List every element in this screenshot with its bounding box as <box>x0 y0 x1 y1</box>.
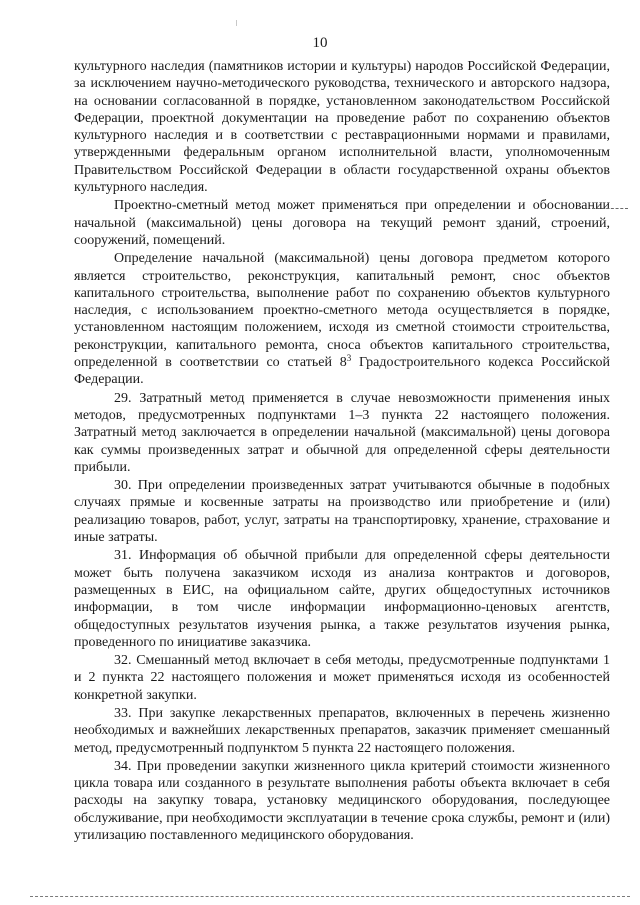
document-body <box>74 58 610 844</box>
paragraph-30: 30. При определении произведенных затрат учитываются обычные в подобных случаях прямые и косвенные затраты на производство или приобретение и (или) реализацию товаров, работ, услуг, затраты на транспортировку, хранение, страхование и иные затраты. <box>74 478 610 546</box>
paragraph-33: 33. При закупке лекарственных препаратов, включенных в перечень жизненно необходимых и важнейших лекарственных препаратов, заказчик применяет смешанный метод, предусмотренный подпунктом 5 пункта 22 настоящего положения. <box>74 705 610 756</box>
paragraph-29: 29. Затратный метод применяется в случае невозможности применения иных методов, предусмотренных подпунктами 1–3 пункта 22 настоящего положения. Затратный метод заключается в определении начальной (максимальной) цены договора как суммы произведенных затрат и обычной для определенной сферы деятельности прибыли. <box>74 390 610 475</box>
paragraph-31: 31. Информация об обычной прибыли для определенной сферы деятельности может быть получена заказчиком исходя из анализа контрактов и договоров, размещенных в ЕИС, на официальном сайте, других общедоступных источников информации, в том числе информации информационно-ценовых агентств, общедоступных результатов изучения рынка, а также результатов изучения рынка, проведенного по инициативе заказчика. <box>74 548 610 650</box>
paragraph-price-determination-text: Определение начальной (максимальной) цены договора предметом которого является строительство, реконструкция, капитальный ремонт, снос объектов капитального строительства, выполнение работ по сохранению объектов культурного наследия, с использованием проектно-сметного метода осуществляется в порядке, установленном настоящим положением, исходя из сметной стоимости строительства, реконструкции, капитального ремонта, сноса объектов капитального строительства, определенной в соответствии со статьей 8 <box>74 251 610 371</box>
paragraph-price-determination <box>74 250 610 388</box>
paragraph-design-estimate-method: Проектно-сметный метод может применяться при определении и обосновании начальной (максимальной) цены договора на текущий ремонт зданий, строений, сооружений, помещений. <box>74 198 610 248</box>
scan-mark <box>236 20 237 26</box>
paragraph-continuation: культурного наследия (памятников истории и культуры) народов Российской Федерации, за исключением научно-методического руководства, технического и авторского надзора, на основании согласованной в порядке, установленном законодательством Российской Федерации, проектной документации на проведение работ по сохранению объектов культурного наследия и в соответствии с реставрационными нормами и правилами, утвержденными федеральным органом исполнительной власти, уполномоченным Правительством Российской Федерации в области государственной охраны объектов культурного наследия. <box>74 59 610 196</box>
paragraph-34: 34. При проведении закупки жизненного цикла критерий стоимости жизненного цикла товара или созданного в результате выполнения работы объекта включает в себя расходы на закупку товара, установку медицинского оборудования, последующее обслуживание, при необходимости эксплуатации в течение срока службы, ремонт и (или) утилизацию поставленного медицинского оборудования. <box>74 758 610 844</box>
footer-dash-line <box>30 896 630 897</box>
paragraph-price-determination-tail: Градостроительного кодекса Российской Федерации. <box>74 355 611 388</box>
page-number: 10 <box>312 35 328 51</box>
paragraph-32: 32. Смешанный метод включает в себя методы, предусмотренные подпунктами 1 и 2 пункта 22 настоящего положения и может применяться исходя из особенностей конкретной закупки. <box>74 653 610 703</box>
article-superscript: 3 <box>346 353 352 364</box>
margin-dash-line <box>592 208 628 209</box>
